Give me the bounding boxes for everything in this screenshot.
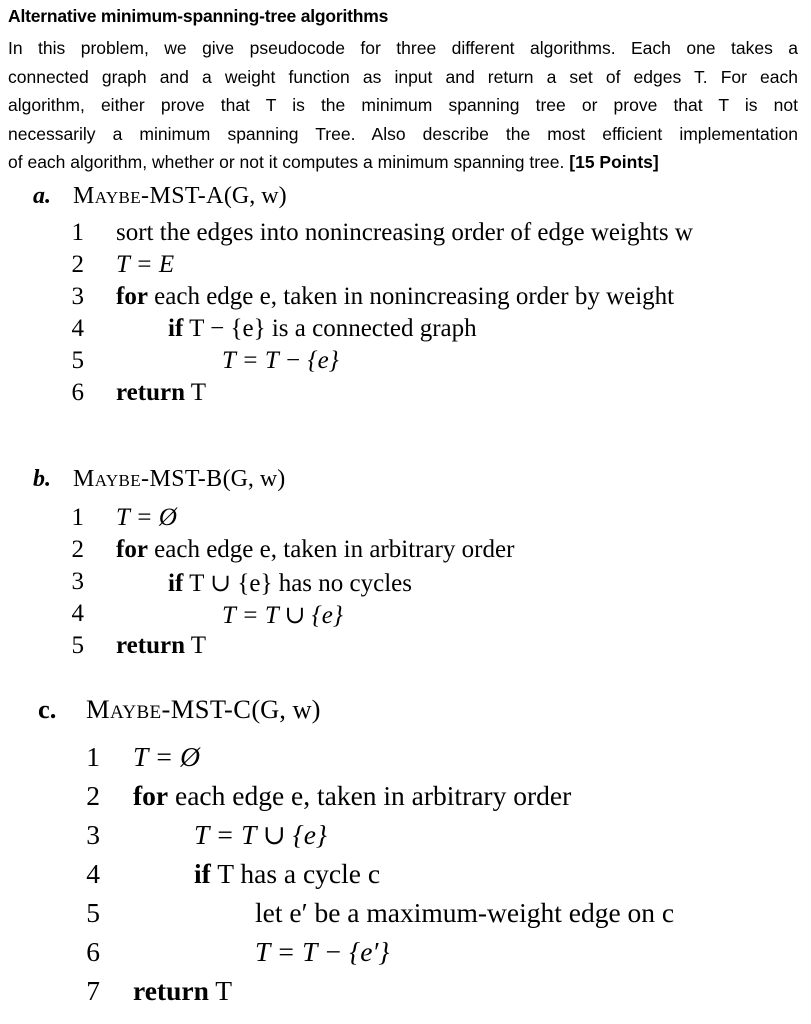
part-letter: b. <box>33 466 51 492</box>
line-number: 2 <box>71 536 84 563</box>
code-text: for each edge e, taken in arbitrary order <box>133 780 572 811</box>
procedure-args: (G, w) <box>222 466 286 492</box>
intro-line-text: of each algorithm, whether or not it computes a minimum spanning tree. <box>8 152 565 173</box>
code-text: T = T − {e} <box>222 347 339 374</box>
code-text: if T ∪ {e} has no cycles <box>168 570 412 597</box>
line-number: 2 <box>86 780 100 811</box>
code-text: if T − {e} is a connected graph <box>168 315 477 342</box>
part-letter: c. <box>38 694 57 724</box>
intro-line: In this problem, we give pseudocode for three different algorithms. Each one takes a <box>8 38 798 58</box>
line-number: 4 <box>71 315 84 342</box>
line-number: 1 <box>71 219 84 246</box>
line-number: 6 <box>86 936 100 967</box>
line-number: 3 <box>71 283 84 310</box>
code-text: T = T ∪ {e} <box>194 819 327 850</box>
line-number: 4 <box>71 600 84 627</box>
procedure-args: (G, w) <box>223 183 287 209</box>
procedure-name: Maybe-MST-B <box>73 466 223 492</box>
intro-line <box>8 148 798 177</box>
code-text: for each edge e, taken in nonincreasing order by weight <box>116 283 675 310</box>
code-text: if T has a cycle c <box>194 858 381 889</box>
keyword: return <box>116 632 185 659</box>
keyword: if <box>194 858 211 889</box>
code-text: return T <box>116 632 207 659</box>
intro-line: necessarily a minimum spanning Tree. Also describe the most efficient implementation <box>8 123 798 144</box>
keyword: for <box>133 780 169 811</box>
points-label: [15 Points] <box>569 152 659 173</box>
line-number: 5 <box>86 897 100 928</box>
code-text: T = E <box>116 251 175 278</box>
line-number: 7 <box>86 975 100 1006</box>
code-text: let e′ be a maximum-weight edge on c <box>255 897 675 928</box>
keyword: return <box>133 975 209 1006</box>
line-number: 3 <box>86 819 100 850</box>
part-letter: a. <box>33 183 51 209</box>
keyword: for <box>116 536 148 563</box>
code-text: T = Ø <box>116 504 177 531</box>
part-b-heading <box>33 466 285 493</box>
problem-description <box>8 34 798 177</box>
intro-line: algorithm, either prove that T is the minimum spanning tree or prove that T is not <box>8 95 798 116</box>
part-a-heading <box>33 183 287 210</box>
part-c-heading <box>38 694 321 725</box>
keyword: for <box>116 283 148 310</box>
line-number: 2 <box>71 251 84 278</box>
intro-line: connected graph and a weight function as input and return a set of edges T. For each <box>8 66 798 87</box>
line-number: 6 <box>71 379 84 406</box>
procedure-args: (G, w) <box>251 694 321 724</box>
code-text: T = Ø <box>133 741 200 772</box>
code-text: sort the edges into nonincreasing order of edge weights w <box>116 219 693 246</box>
problem-title: Alternative minimum-spanning-tree algorithms <box>8 6 389 26</box>
code-text: return T <box>133 975 233 1006</box>
keyword: return <box>116 379 185 406</box>
keyword: if <box>168 570 184 597</box>
code-text: T = T − {e′} <box>255 936 390 967</box>
line-number: 5 <box>71 347 84 374</box>
line-number: 3 <box>71 568 84 595</box>
code-text: return T <box>116 379 207 406</box>
procedure-name: Maybe-MST-A <box>73 183 224 209</box>
keyword: if <box>168 315 184 342</box>
line-number: 1 <box>86 741 100 772</box>
procedure-name: Maybe-MST-C <box>86 694 252 724</box>
code-text: T = T ∪ {e} <box>222 602 343 629</box>
line-number: 4 <box>86 858 100 889</box>
code-text: for each edge e, taken in arbitrary order <box>116 536 515 563</box>
line-number: 1 <box>71 504 84 531</box>
line-number: 5 <box>71 632 84 659</box>
